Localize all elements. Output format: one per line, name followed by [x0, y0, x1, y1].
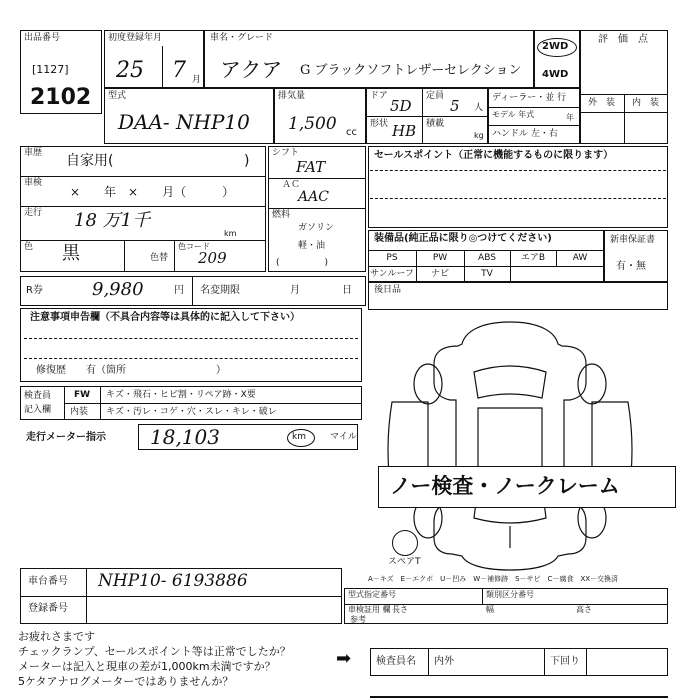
door-label: ドア: [370, 91, 388, 101]
underside-label: 下回り: [550, 656, 580, 667]
later-date-label: 後日品: [374, 285, 402, 295]
type-designation-label: 型式指定番号: [348, 590, 396, 599]
chassis-vdivider: [86, 568, 87, 624]
drive-2wd: 2WD: [542, 41, 569, 52]
eq-row-1: [368, 250, 604, 251]
damage-legend: A－キズ E－エクボ U－凹み W－補修跡 S－サビ C－腐食 XX－交換済: [368, 575, 619, 583]
ac-value: AAC: [298, 189, 329, 205]
equip-pw: PW: [432, 253, 448, 263]
sales-dash-2: [370, 198, 666, 199]
color-value: 黒: [62, 243, 80, 264]
cc-unit: cc: [346, 127, 357, 138]
inspector-name-label: 検査員名: [376, 656, 416, 667]
fw-items: キズ・飛石・ヒビ割・リペア跡・X要: [106, 390, 256, 400]
interior-items: キズ・汚レ・コゲ・穴・スレ・キレ・破レ: [106, 407, 277, 417]
inspector-hdivider: [64, 403, 362, 404]
odometer-value: 18,103: [150, 425, 220, 449]
equip-airbag: エアB: [520, 253, 546, 263]
interior-record-label: 内装: [70, 407, 89, 417]
interior-label: 内 装: [632, 98, 660, 108]
diesel-label: 軽・油: [298, 241, 326, 251]
history-box: [20, 146, 266, 272]
spare-tire-label: スペアT: [388, 557, 421, 567]
color-code-value: 209: [198, 249, 227, 267]
warranty-label: 新車保証書: [610, 235, 656, 245]
car-diagram: [370, 312, 670, 572]
model-type-value: DAA- NHP10: [118, 110, 250, 134]
repair-history-label: 修復歴 有（箇所 ）: [36, 365, 226, 376]
repaint-divider: [124, 240, 125, 272]
sales-dash-1: [370, 170, 666, 171]
height-label: 高さ: [576, 605, 592, 614]
km-unit: km: [224, 229, 237, 238]
drive-4wd: 4WD: [542, 69, 569, 80]
arrow-icon: ➡: [336, 648, 352, 669]
inspection-label: 車検: [24, 178, 43, 188]
kg-unit: kg: [474, 131, 484, 140]
model-year-label: モデル 年式: [492, 110, 535, 119]
footer-line-4: 5ケタアナログメーターではありませんか？: [18, 675, 234, 688]
model-type-label: 型式: [108, 91, 127, 101]
footer-line-2: チェックランプ、セールスポイント等は正常でしたか？: [18, 645, 291, 658]
color-label: 色: [24, 242, 34, 252]
history-label: 車歴: [24, 148, 43, 158]
name-change-month: 月: [290, 285, 300, 296]
lot-number-label: 出品番号: [24, 33, 61, 43]
handle-label: ハンドル 左・右: [492, 129, 558, 139]
equip-aw: AW: [572, 253, 588, 263]
later-date-box: [368, 282, 668, 310]
eval-vdivider: [624, 94, 625, 144]
reg-month-value: 7: [172, 58, 186, 83]
equip-navi: ナビ: [430, 269, 449, 279]
yen-unit: 円: [174, 285, 184, 296]
equip-sunroof: サンルーフ: [370, 269, 414, 279]
warranty-value: 有・無: [616, 261, 646, 272]
equip-tv: TV: [481, 269, 493, 279]
chassis-value: NHP10- 6193886: [98, 571, 248, 591]
fw-label: FW: [74, 390, 91, 400]
footer-line-1: お疲れさまです: [18, 630, 95, 643]
footer-line-3: メーターは記入と現車の差が1,000km未満ですか？: [18, 660, 276, 673]
displacement-label: 排気量: [278, 91, 306, 101]
chassis-divider: [20, 596, 342, 597]
chassis-label: 車台番号: [28, 576, 68, 587]
dealer-divider: [488, 107, 580, 108]
width-label: 幅: [486, 605, 494, 614]
capacity-label: 定員: [426, 91, 445, 101]
dealer-divider-2: [488, 125, 580, 126]
capacity-value: 5: [450, 97, 460, 115]
exterior-label: 外 装: [588, 98, 616, 108]
shift-label: シフト: [272, 148, 300, 158]
history-close-paren: ): [244, 153, 250, 169]
first-registration-label: 初度登録年月: [108, 33, 163, 43]
equipment-label: 装備品(純正品に限り◎つけてください): [374, 233, 552, 244]
car-name-label: 車名・グレード: [210, 33, 274, 43]
odometer-label: 走行メーター指示: [26, 432, 106, 443]
dealer-label: ディーラー・並 行: [492, 93, 567, 103]
color-code-label: 色コード: [178, 242, 210, 251]
inspector-record-label-1: 検査員: [24, 391, 52, 401]
inspector-name-div-2: [544, 648, 545, 676]
name-change-day: 日: [342, 285, 352, 296]
history-row-3: [20, 240, 266, 241]
history-row-1: [20, 176, 266, 177]
lot-number: 2102: [30, 85, 92, 110]
notes-dash-1: [24, 338, 358, 339]
inspector-name-div-1: [428, 648, 429, 676]
recycle-label: R券: [26, 285, 43, 296]
shape-value: HB: [392, 122, 417, 140]
repaint-label: 色替: [150, 253, 169, 263]
color-code-divider: [174, 240, 175, 272]
grade-value: G ブラックソフトレザーセレクション: [300, 63, 522, 78]
odometer-km: km: [292, 432, 306, 442]
history-row-2: [20, 206, 266, 207]
load-label: 積載: [426, 119, 445, 129]
length-label: 長さ: [392, 605, 408, 614]
recycle-box: [20, 276, 366, 306]
notes-dash-2: [24, 358, 358, 359]
inspection-value: × 年 × 月（ ）: [70, 185, 235, 199]
sales-point-label: セールスポイント（正常に機能するものに限ります）: [374, 150, 614, 161]
recycle-value: 9,980: [92, 279, 144, 300]
inspector-name-div-3: [586, 648, 587, 676]
shift-divider: [268, 178, 366, 179]
car-name-value: アクア: [220, 58, 283, 82]
fuel-paren: ( ): [276, 258, 329, 268]
ac-label: ＡＣ: [282, 180, 301, 190]
no-inspection-text: ノー検査・ノークレーム: [390, 474, 620, 498]
history-value: 自家用(: [66, 153, 114, 169]
door-value: 5D: [390, 97, 412, 115]
displacement-value: 1,500: [288, 114, 337, 134]
reg-divider: [162, 46, 163, 88]
fuel-label: 燃料: [272, 210, 291, 220]
capacity-unit: 人: [474, 103, 484, 113]
name-change-label: 名変期限: [200, 285, 240, 296]
mileage-label: 走行: [24, 208, 43, 218]
door-vdivider: [422, 88, 423, 144]
bottom-rule: [370, 696, 668, 698]
notes-label: 注意事項申告欄（不具合内容等は具体的に記入して下さい）: [30, 312, 300, 323]
equip-ps: PS: [386, 253, 398, 263]
reg-month-unit: 月: [192, 75, 202, 85]
ac-divider: [268, 208, 366, 209]
door-divider: [366, 116, 488, 117]
cert-sub-label: 用 欄: [372, 605, 391, 614]
mileage-value: 18 万1千: [74, 210, 151, 231]
reference-label: 参考: [350, 615, 366, 624]
model-year-unit: 年: [566, 113, 574, 122]
registration-number-label: 登録番号: [28, 603, 68, 614]
gasoline-label: ガソリン: [298, 223, 335, 233]
evaluation-label: 評 価 点: [598, 34, 648, 45]
inside-outside-label: 内外: [434, 656, 454, 667]
recycle-divider: [192, 276, 193, 306]
shape-label: 形状: [370, 119, 389, 129]
cert-vdivider: [482, 588, 483, 604]
inspector-record-label-2: 記入欄: [24, 405, 52, 415]
odometer-mile: マイル: [330, 432, 357, 442]
equip-abs: ABS: [478, 253, 496, 263]
lot-code: [1127]: [32, 63, 69, 76]
spare-tire-circle: [392, 530, 418, 556]
reg-year-value: 25: [116, 58, 144, 83]
shift-value: FAT: [296, 158, 326, 176]
eq-row-2: [368, 266, 604, 267]
class-number-label: 類別区分番号: [486, 590, 534, 599]
cert-label: 車検証: [348, 605, 372, 614]
